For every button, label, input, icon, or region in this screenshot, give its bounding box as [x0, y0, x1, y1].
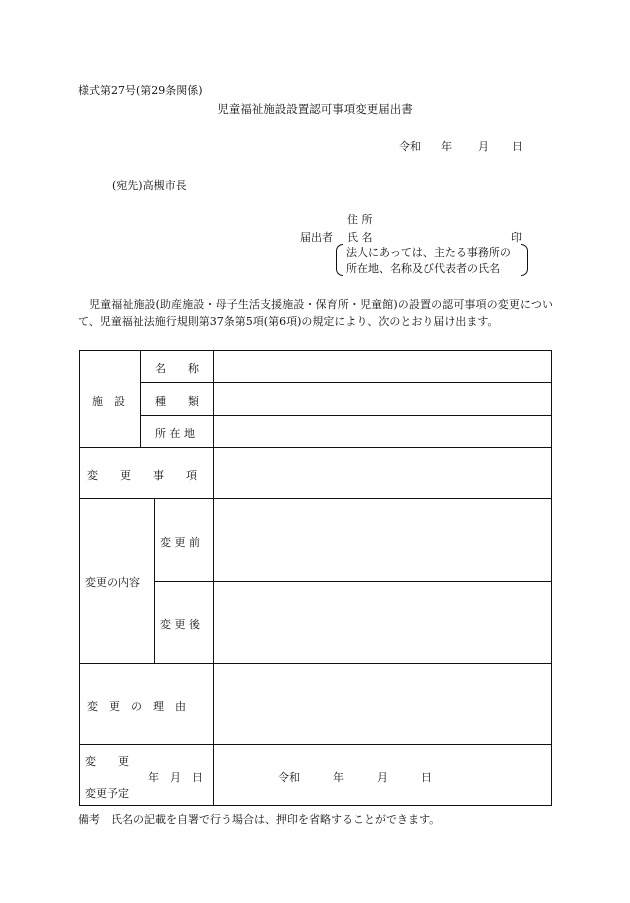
address-label: 住 所: [347, 213, 373, 226]
facility-name-label: 名 称: [155, 362, 199, 375]
grid-line: [154, 498, 155, 663]
body-paragraph: 児童福祉施設(助産施設・母子生活支援施設・保育所・児童館)の設置の認可事項の変更について、児童福祉法施行規則第37条第5項(第6項)の規定により、次のとおり届け出ます。: [78, 298, 553, 328]
notification-form-table: [79, 350, 552, 806]
grid-line: [140, 351, 141, 447]
applicant-role-label: 届出者: [300, 231, 333, 244]
seal-mark: 印: [511, 231, 522, 244]
addressee: (宛先)高槻市長: [112, 179, 187, 192]
grid-line: [140, 382, 552, 383]
scheduled-date-label-line1: 変 更: [85, 755, 129, 768]
facility-label: 施 設: [92, 395, 125, 408]
date-year: 年: [441, 140, 452, 153]
grid-line: [80, 744, 552, 745]
scheduled-date-label-line3: 変更予定: [85, 787, 129, 800]
change-item-label: 変 更 事 項: [87, 469, 197, 482]
before-change-label: 変 更 前: [160, 536, 200, 549]
grid-line: [213, 351, 214, 806]
change-content-label: 変更の内容: [85, 576, 140, 589]
grid-line: [80, 498, 552, 499]
change-reason-label: 変 更 の 理 由: [87, 700, 186, 713]
remarks-note: 備考 氏名の記載を自署で行う場合は、押印を省略することができます。: [78, 813, 441, 826]
date-day: 日: [512, 140, 523, 153]
grid-line: [80, 447, 552, 448]
name-label: 氏 名: [347, 231, 373, 244]
scheduled-date-value: 令和 年 月 日: [278, 771, 432, 784]
grid-line: [80, 663, 552, 664]
corporate-note-bracket: [336, 244, 528, 276]
corporate-note-line2: 所在地、名称及び代表者の氏名: [346, 262, 500, 275]
document-title: 児童福祉施設設置認可事項変更届出書: [217, 102, 413, 116]
corporate-note-line1: 法人にあっては、主たる事務所の: [346, 246, 511, 259]
facility-location-label: 所 在 地: [155, 427, 195, 440]
after-change-label: 変 更 後: [160, 618, 200, 631]
scheduled-date-label-ymd: 年 月 日: [148, 771, 203, 784]
date-month: 月: [478, 140, 489, 153]
grid-line: [140, 415, 552, 416]
date-era: 令和: [399, 140, 421, 153]
facility-type-label: 種 類: [155, 395, 199, 408]
form-number: 様式第27号(第29条関係): [78, 84, 203, 97]
